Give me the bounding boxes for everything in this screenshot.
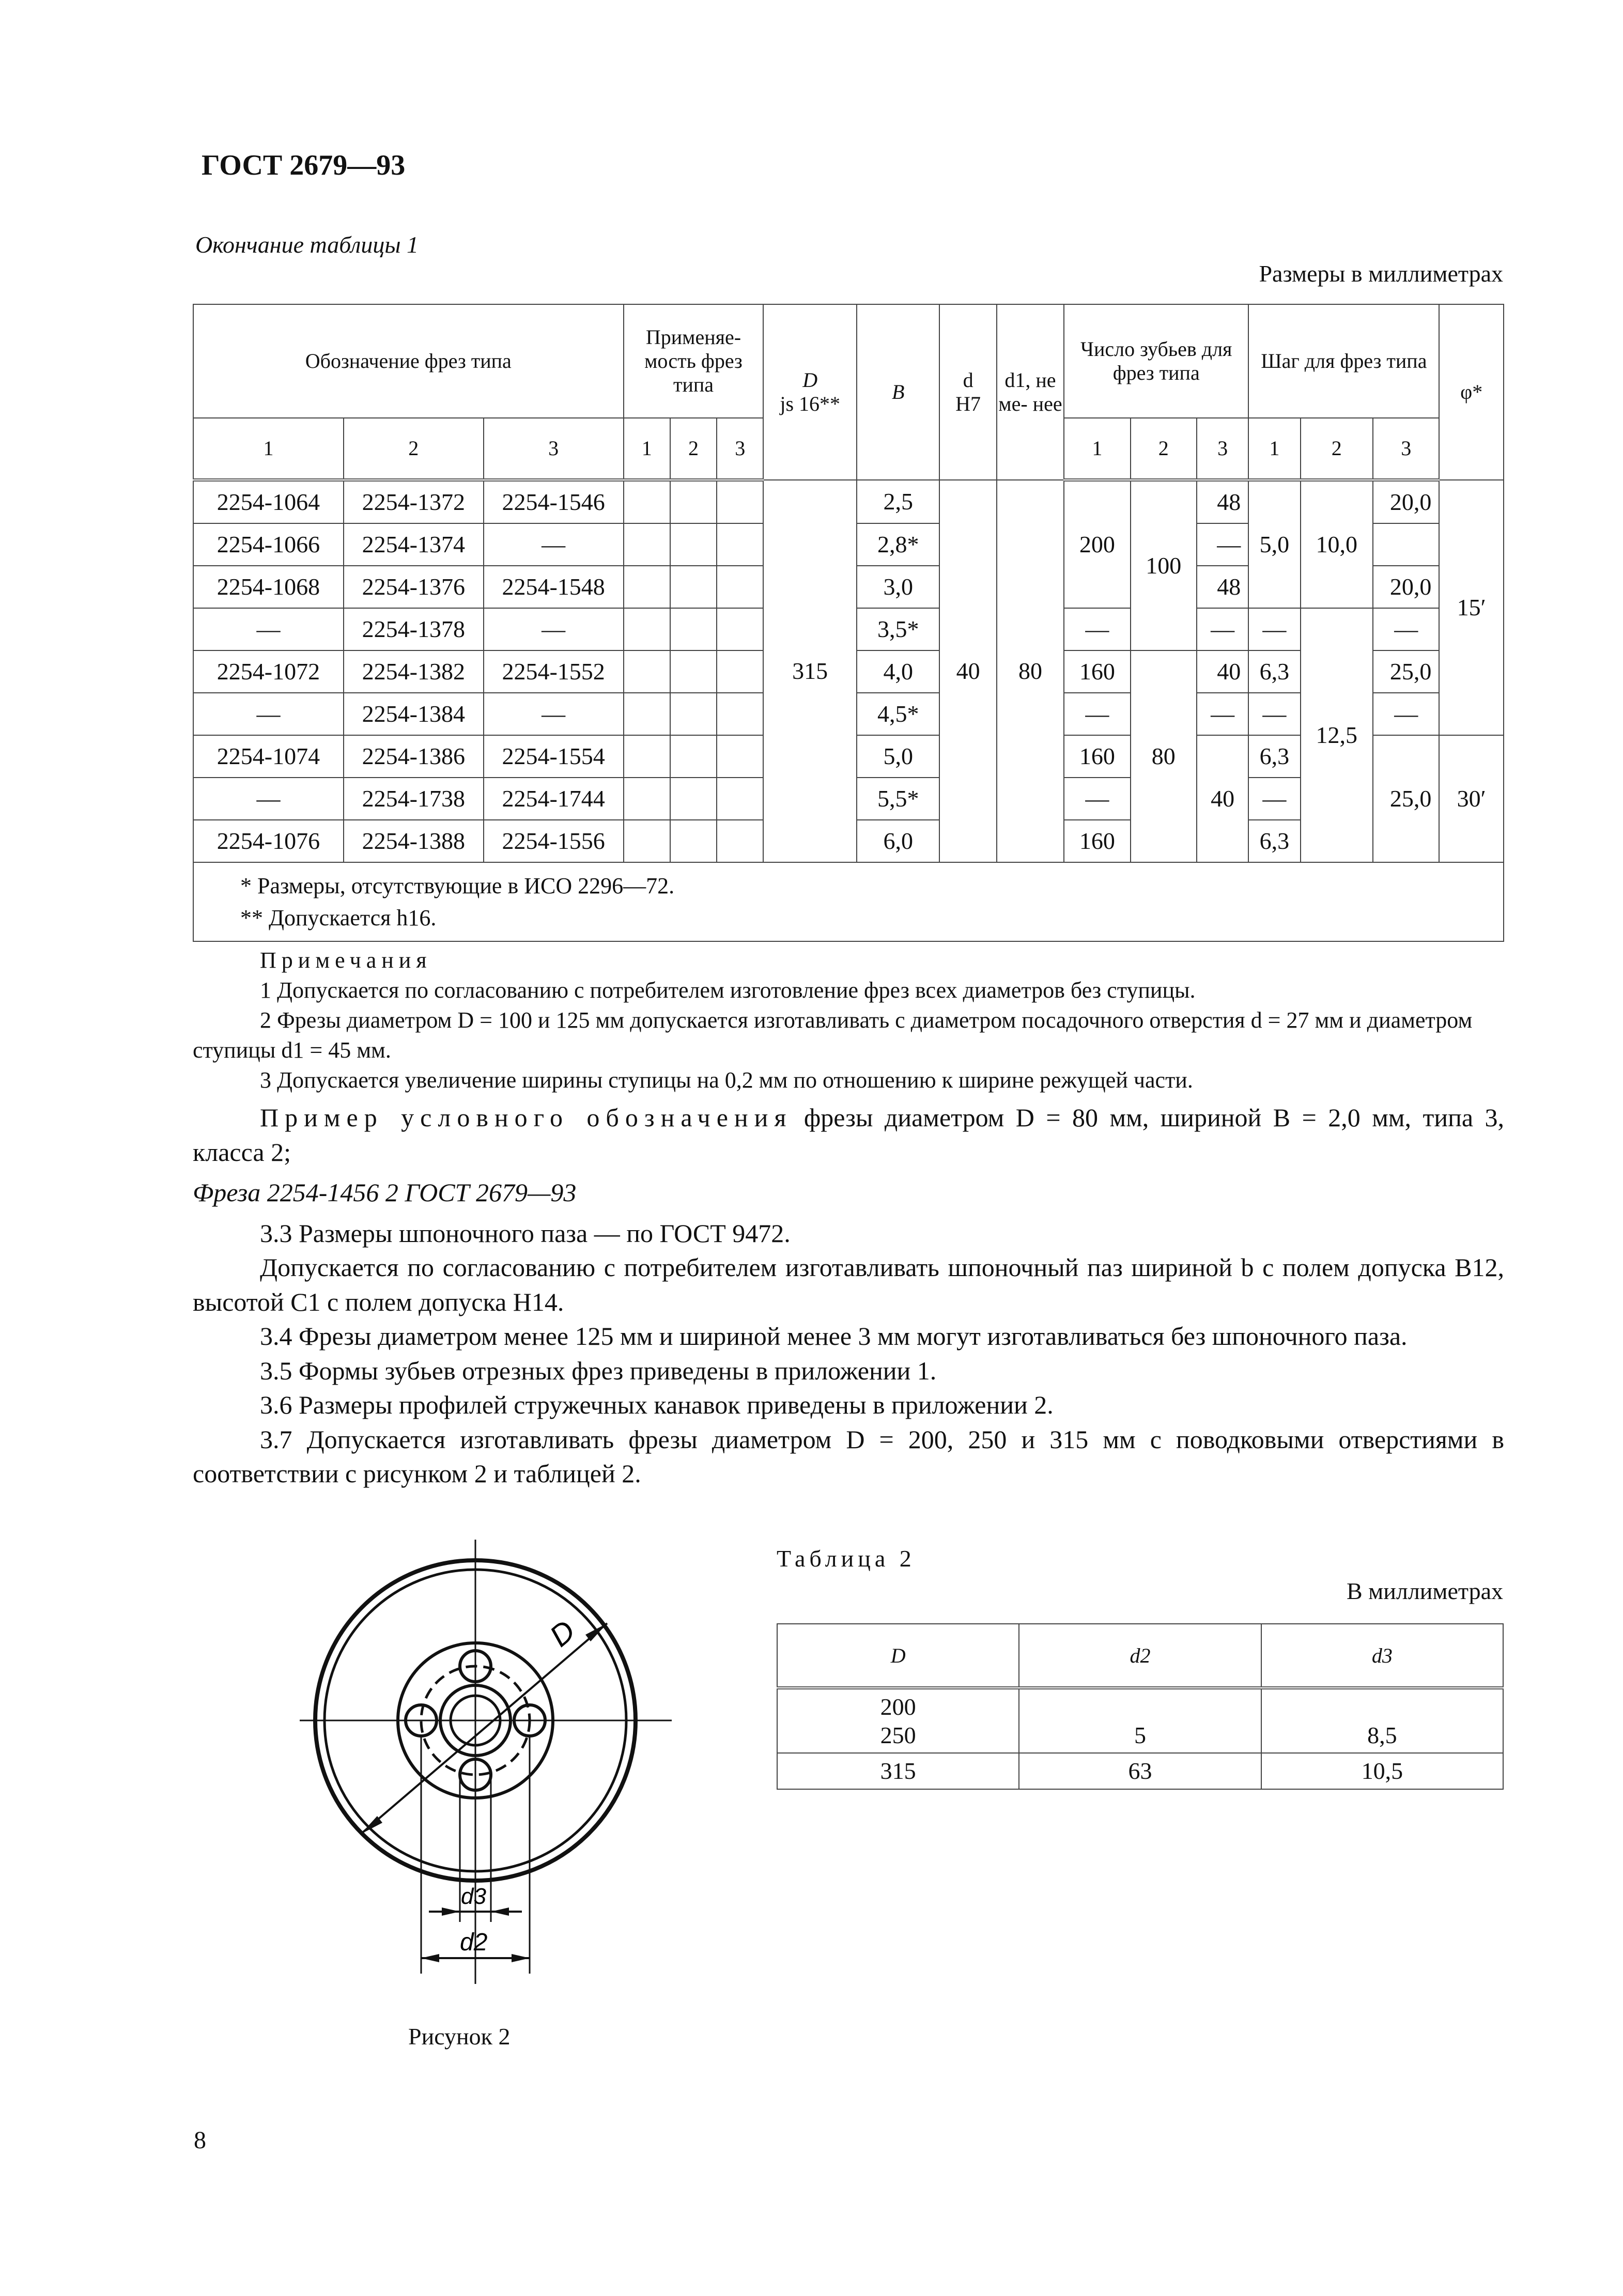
cell-pitch3: 25,0 bbox=[1373, 735, 1439, 862]
table2-cell-d3: 8,5 bbox=[1261, 1688, 1503, 1753]
cell-applic bbox=[670, 608, 717, 650]
cell-type3: 2254-1552 bbox=[484, 650, 624, 693]
cell-type1: — bbox=[193, 608, 344, 650]
cell-B: 6,0 bbox=[857, 820, 939, 862]
cell-applic bbox=[717, 820, 763, 862]
sub-3: 3 bbox=[1197, 418, 1248, 480]
table2-cell-d2: 5 bbox=[1019, 1688, 1261, 1753]
cell-type1: 2254-1066 bbox=[193, 523, 344, 566]
example-paragraph bbox=[193, 1100, 1504, 1169]
note-1: 1 Допускается по согласованию с потребителем изготовление фрез всех диаметров без ступицы. bbox=[260, 978, 1196, 1003]
cell-type1: 2254-1076 bbox=[193, 820, 344, 862]
cell-teeth1: 160 bbox=[1064, 650, 1130, 693]
cell-applic bbox=[717, 693, 763, 735]
cell-type2: 2254-1376 bbox=[344, 566, 484, 608]
cell-applic bbox=[670, 523, 717, 566]
cell-type1: — bbox=[193, 778, 344, 820]
cell-B: 3,0 bbox=[857, 566, 939, 608]
cell-applic bbox=[717, 650, 763, 693]
para-3-6: 3.6 Размеры профилей стружечных канавок приведены в приложении 2. bbox=[260, 1390, 1054, 1419]
cell-teeth1: — bbox=[1064, 778, 1130, 820]
table2-header-d2: d2 bbox=[1019, 1624, 1261, 1688]
header-teeth: Число зубьев для фрез типа bbox=[1064, 304, 1248, 418]
cell-applic bbox=[670, 820, 717, 862]
cell-applic bbox=[670, 693, 717, 735]
header-d-tolerance: H7 bbox=[955, 392, 981, 415]
page-number: 8 bbox=[194, 2127, 206, 2154]
cell-pitch1: 6,3 bbox=[1248, 735, 1300, 778]
arrowhead bbox=[512, 1954, 530, 1962]
cell-pitch3: 25,0 bbox=[1373, 650, 1439, 693]
cell-B: 2,5 bbox=[857, 480, 939, 523]
cell-type3: — bbox=[484, 523, 624, 566]
cell-teeth1: — bbox=[1064, 608, 1130, 650]
cell-pitch3: 20,0 bbox=[1373, 566, 1439, 608]
cell-applic bbox=[624, 820, 670, 862]
label-d3: d3 bbox=[461, 1884, 486, 1909]
cell-teeth1: 160 bbox=[1064, 820, 1130, 862]
cell-type2: 2254-1384 bbox=[344, 693, 484, 735]
arrowhead bbox=[442, 1907, 460, 1916]
table2-cell-D: 200 250 bbox=[777, 1688, 1019, 1753]
cell-type2: 2254-1372 bbox=[344, 480, 484, 523]
cell-pitch1: — bbox=[1248, 693, 1300, 735]
sub-1: 1 bbox=[1248, 418, 1300, 480]
notes-title: Примечания bbox=[260, 948, 432, 973]
cell-pitch2: 10,0 bbox=[1301, 480, 1373, 608]
sub-1: 1 bbox=[1064, 418, 1130, 480]
cell-applic bbox=[624, 693, 670, 735]
table2-cell-d3: 10,5 bbox=[1261, 1753, 1503, 1789]
sub-2: 2 bbox=[344, 418, 484, 480]
cell-type3: 2254-1548 bbox=[484, 566, 624, 608]
example-lead: Пример условного обозначения bbox=[260, 1103, 793, 1132]
cell-B: 4,5* bbox=[857, 693, 939, 735]
cell-applic bbox=[670, 480, 717, 523]
footnote-1: * Размеры, отсутствующие в ИСО 2296—72. bbox=[240, 873, 675, 898]
example-rest: фрезы диаметром D = 80 мм, шириной B = 2,0 мм, типа 3, класса 2; bbox=[193, 1103, 1504, 1167]
table1-units: Размеры в миллиметрах bbox=[1259, 260, 1503, 287]
cell-applic bbox=[717, 480, 763, 523]
body-text bbox=[193, 1100, 1504, 1491]
cell-applic bbox=[670, 650, 717, 693]
footnote-2: ** Допускается h16. bbox=[240, 905, 437, 930]
header-d1: d1, не ме- нее bbox=[997, 304, 1064, 480]
para-3-4: 3.4 Фрезы диаметром менее 125 мм и шириной менее 3 мм могут изготавливаться без шпоночного паза. bbox=[260, 1322, 1408, 1351]
sub-3: 3 bbox=[1373, 418, 1439, 480]
arrowhead bbox=[585, 1623, 607, 1641]
cell-B: 3,5* bbox=[857, 608, 939, 650]
header-d bbox=[939, 304, 996, 480]
header-phi: φ* bbox=[1439, 304, 1504, 480]
cell-type3: — bbox=[484, 608, 624, 650]
cell-pitch1: — bbox=[1248, 608, 1300, 650]
header-d-symbol: d bbox=[963, 368, 973, 392]
note-2: 2 Фрезы диаметром D = 100 и 125 мм допускается изготавливать с диаметром посадочного отверстия d = 27 мм и диаметром ступицы d1 = 45 мм. bbox=[193, 1007, 1473, 1063]
cell-B: 5,5* bbox=[857, 778, 939, 820]
cell-teeth3: 48 bbox=[1197, 566, 1248, 608]
cell-applic bbox=[670, 735, 717, 778]
header-D-symbol: D bbox=[802, 368, 818, 392]
cell-d: 40 bbox=[939, 480, 996, 862]
cell-applic bbox=[717, 735, 763, 778]
cell-type3: 2254-1556 bbox=[484, 820, 624, 862]
cell-applic bbox=[624, 566, 670, 608]
cell-type2: 2254-1374 bbox=[344, 523, 484, 566]
cell-teeth3: 48 bbox=[1197, 480, 1248, 523]
cell-type1: 2254-1064 bbox=[193, 480, 344, 523]
cell-applic bbox=[624, 650, 670, 693]
label-d2: d2 bbox=[460, 1929, 488, 1956]
table2-header-d3: d3 bbox=[1261, 1624, 1503, 1688]
cell-teeth1: — bbox=[1064, 693, 1130, 735]
sub-1: 1 bbox=[193, 418, 344, 480]
para-3-3b: Допускается по согласованию с потребителем изготавливать шпоночный паз шириной b с полем допуска B12, высотой C1 с полем допуска H14. bbox=[193, 1253, 1504, 1316]
cell-pitch1: — bbox=[1248, 778, 1300, 820]
sub-3: 3 bbox=[717, 418, 763, 480]
cell-applic bbox=[624, 523, 670, 566]
table2-cell-d2: 63 bbox=[1019, 1753, 1261, 1789]
table-footnotes bbox=[193, 862, 1504, 941]
notes bbox=[193, 945, 1504, 1095]
table-row bbox=[777, 1753, 1503, 1789]
header-designation: Обозначение фрез типа bbox=[193, 304, 624, 418]
cell-applic bbox=[717, 608, 763, 650]
cell-phi: 15′ bbox=[1439, 480, 1504, 735]
cell-applic bbox=[670, 778, 717, 820]
cell-applic bbox=[717, 523, 763, 566]
cell-B: 5,0 bbox=[857, 735, 939, 778]
cell-pitch1: 6,3 bbox=[1248, 820, 1300, 862]
cell-teeth2: 80 bbox=[1131, 650, 1197, 862]
arrowhead bbox=[421, 1954, 439, 1962]
header-pitch: Шаг для фрез типа bbox=[1248, 304, 1439, 418]
cell-teeth3: 40 bbox=[1197, 735, 1248, 862]
cell-applic bbox=[624, 735, 670, 778]
sub-2: 2 bbox=[670, 418, 717, 480]
cell-B: 4,0 bbox=[857, 650, 939, 693]
header-D bbox=[763, 304, 857, 480]
table1 bbox=[193, 304, 1504, 942]
para-3-5: 3.5 Формы зубьев отрезных фрез приведены в приложении 1. bbox=[260, 1356, 937, 1385]
table-continuation-label: Окончание таблицы 1 bbox=[195, 231, 419, 258]
cell-type1: 2254-1074 bbox=[193, 735, 344, 778]
cell-type1: 2254-1068 bbox=[193, 566, 344, 608]
cell-teeth3: — bbox=[1197, 608, 1248, 650]
figure-caption: Рисунок 2 bbox=[408, 2023, 511, 2050]
note-3: 3 Допускается увеличение ширины ступицы на 0,2 мм по отношению к ширине режущей части. bbox=[260, 1067, 1193, 1093]
para-3-7: 3.7 Допускается изготавливать фрезы диаметром D = 200, 250 и 315 мм с поводковыми отверстиями в соответствии с рисунком 2 и таблицей 2. bbox=[193, 1424, 1504, 1488]
cell-applic bbox=[717, 778, 763, 820]
sub-2: 2 bbox=[1131, 418, 1197, 480]
sub-3: 3 bbox=[484, 418, 624, 480]
header-B: B bbox=[857, 304, 939, 480]
cell-pitch3: — bbox=[1373, 693, 1439, 735]
cell-type3: 2254-1554 bbox=[484, 735, 624, 778]
example-formula: Фреза 2254-1456 2 ГОСТ 2679—93 bbox=[193, 1178, 577, 1207]
arrowhead bbox=[491, 1907, 509, 1916]
table2-cell-D: 315 bbox=[777, 1753, 1019, 1789]
cell-B: 2,8* bbox=[857, 523, 939, 566]
cell-type1: 2254-1072 bbox=[193, 650, 344, 693]
cell-applic bbox=[624, 608, 670, 650]
table2-header-D: D bbox=[777, 1624, 1019, 1688]
cell-applic bbox=[717, 566, 763, 608]
cell-pitch3: 20,0 bbox=[1373, 480, 1439, 523]
document-header: ГОСТ 2679—93 bbox=[202, 149, 406, 181]
cell-type2: 2254-1738 bbox=[344, 778, 484, 820]
cell-d1: 80 bbox=[997, 480, 1064, 862]
cell-teeth2: 100 bbox=[1131, 480, 1197, 650]
cell-pitch3: — bbox=[1373, 608, 1439, 650]
cell-applic bbox=[624, 480, 670, 523]
cell-pitch1: 6,3 bbox=[1248, 650, 1300, 693]
cell-pitch3 bbox=[1373, 523, 1439, 566]
cell-D: 315 bbox=[763, 480, 857, 862]
cell-teeth3: — bbox=[1197, 523, 1248, 566]
cell-pitch2: 12,5 bbox=[1301, 608, 1373, 862]
sub-1: 1 bbox=[624, 418, 670, 480]
cell-type1: — bbox=[193, 693, 344, 735]
table2-units: В миллиметрах bbox=[1346, 1578, 1503, 1604]
cell-type2: 2254-1382 bbox=[344, 650, 484, 693]
cell-type3: 2254-1546 bbox=[484, 480, 624, 523]
table-row bbox=[777, 1688, 1503, 1753]
header-applicability: Применяе- мость фрез типа bbox=[624, 304, 764, 418]
cell-teeth1: 200 bbox=[1064, 480, 1130, 608]
sub-2: 2 bbox=[1301, 418, 1373, 480]
cell-type3: 2254-1744 bbox=[484, 778, 624, 820]
para-3-3: 3.3 Размеры шпоночного паза — по ГОСТ 9472. bbox=[260, 1218, 791, 1248]
header-D-tolerance: js 16** bbox=[780, 392, 841, 415]
table2 bbox=[777, 1623, 1504, 1790]
label-D: D bbox=[543, 1614, 582, 1653]
cell-pitch1: 5,0 bbox=[1248, 480, 1300, 608]
cell-type2: 2254-1388 bbox=[344, 820, 484, 862]
cell-type2: 2254-1386 bbox=[344, 735, 484, 778]
cell-type2: 2254-1378 bbox=[344, 608, 484, 650]
table2-title: Таблица 2 bbox=[777, 1545, 916, 1572]
cell-teeth1: 160 bbox=[1064, 735, 1130, 778]
cell-type3: — bbox=[484, 693, 624, 735]
cell-phi: 30′ bbox=[1439, 735, 1504, 862]
cell-teeth3: 40 bbox=[1197, 650, 1248, 693]
figure-2-drawing bbox=[300, 1529, 692, 1994]
cell-teeth3: — bbox=[1197, 693, 1248, 735]
table-row bbox=[193, 480, 1504, 523]
cell-applic bbox=[624, 778, 670, 820]
cell-applic bbox=[670, 566, 717, 608]
